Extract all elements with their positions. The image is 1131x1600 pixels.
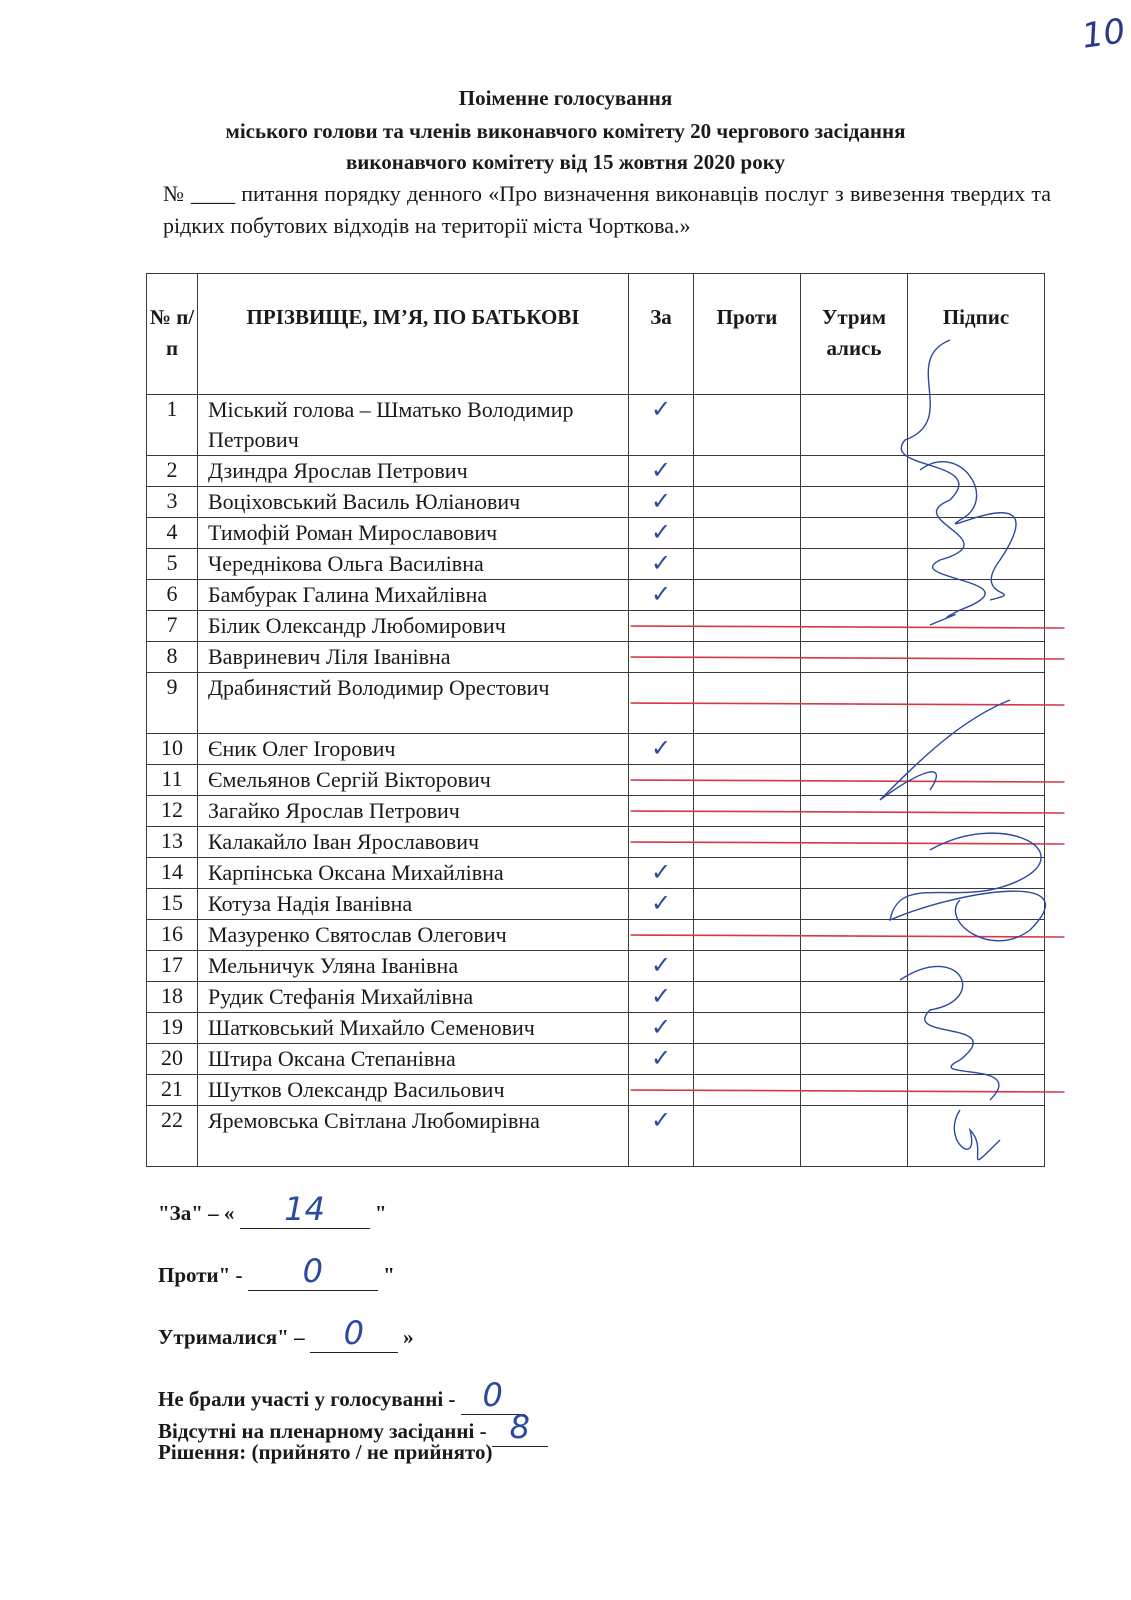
vote-for-cell (629, 858, 694, 889)
vote-for-cell (629, 456, 694, 487)
vote-for-cell (629, 1013, 694, 1044)
vote-abstained-cell (801, 734, 908, 765)
vote-abstained-cell (801, 765, 908, 796)
member-name: Воціховський Василь Юліанович (198, 487, 629, 518)
row-number: 9 (147, 673, 198, 734)
vote-abstained-cell (801, 951, 908, 982)
check-mark-icon: ✓ (650, 580, 672, 608)
vote-abstained-cell (801, 858, 908, 889)
vote-for-cell (629, 951, 694, 982)
member-name: Міський голова – Шматько Володимир Петрович (198, 395, 629, 456)
table-row (147, 858, 1045, 889)
signature-cell (908, 487, 1045, 518)
check-mark-icon: ✓ (650, 456, 672, 484)
check-mark-icon: ✓ (650, 734, 672, 762)
signature-cell (908, 456, 1045, 487)
table-row (147, 796, 1045, 827)
member-name: Череднікова Ольга Василівна (198, 549, 629, 580)
table-row (147, 518, 1045, 549)
table-row (147, 734, 1045, 765)
member-name: Мельничук Уляна Іванівна (198, 951, 629, 982)
row-number: 12 (147, 796, 198, 827)
vote-against-cell (694, 982, 801, 1013)
table-row (147, 765, 1045, 796)
absent-count: 8 (492, 1408, 548, 1447)
table-row (147, 920, 1045, 951)
signature-cell (908, 1044, 1045, 1075)
vote-for-cell (629, 734, 694, 765)
vote-abstained-cell (801, 889, 908, 920)
signature-cell (908, 951, 1045, 982)
vote-abstained-cell (801, 1075, 908, 1106)
member-name: Бамбурак Галина Михайлівна (198, 580, 629, 611)
vote-for-cell (629, 796, 694, 827)
table-header-row (147, 274, 1045, 395)
row-number: 6 (147, 580, 198, 611)
vote-against-cell (694, 858, 801, 889)
member-name: Мазуренко Святослав Олегович (198, 920, 629, 951)
row-number: 15 (147, 889, 198, 920)
vote-against-cell (694, 395, 801, 456)
row-number: 20 (147, 1044, 198, 1075)
header-full-name: ПРІЗВИЩЕ, ІМ’Я, ПО БАТЬКОВІ (198, 274, 629, 395)
member-name: Вавриневич Ліля Іванівна (198, 642, 629, 673)
row-number: 14 (147, 858, 198, 889)
vote-abstained-cell (801, 642, 908, 673)
vote-against-cell (694, 920, 801, 951)
member-name: Рудик Стефанія Михайлівна (198, 982, 629, 1013)
table-row (147, 395, 1045, 456)
check-mark-icon: ✓ (650, 395, 672, 423)
signature-cell (908, 673, 1045, 734)
signature-cell (908, 734, 1045, 765)
member-name: Калакайло Іван Ярославович (198, 827, 629, 858)
roll-call-table (146, 273, 1045, 1167)
row-number: 2 (147, 456, 198, 487)
row-number: 18 (147, 982, 198, 1013)
header-for: За (629, 274, 694, 395)
signature-cell (908, 1013, 1045, 1044)
vote-for-cell (629, 395, 694, 456)
member-name: Дзиндра Ярослав Петрович (198, 456, 629, 487)
vote-abstained-cell (801, 796, 908, 827)
vote-against-cell (694, 580, 801, 611)
row-number: 1 (147, 395, 198, 456)
member-name: Карпінська Оксана Михайлівна (198, 858, 629, 889)
check-mark-icon: ✓ (650, 858, 672, 886)
vote-against-cell (694, 487, 801, 518)
header-number: № п/п (147, 274, 198, 395)
vote-against-cell (694, 1106, 801, 1167)
vote-for-cell (629, 827, 694, 858)
vote-abstained-cell (801, 549, 908, 580)
vote-abstained-cell (801, 1044, 908, 1075)
vote-abstained-cell (801, 1106, 908, 1167)
table-row (147, 1044, 1045, 1075)
vote-against-cell (694, 642, 801, 673)
member-name: Котуза Надія Іванівна (198, 889, 629, 920)
member-name: Білик Олександр Любомирович (198, 611, 629, 642)
vote-for-cell (629, 889, 694, 920)
row-number: 3 (147, 487, 198, 518)
not-voted-count: 0 (461, 1376, 525, 1415)
table-row (147, 1075, 1045, 1106)
vote-abstained-cell (801, 580, 908, 611)
row-number: 19 (147, 1013, 198, 1044)
member-name: Ємельянов Сергій Вікторович (198, 765, 629, 796)
table-row (147, 951, 1045, 982)
vote-abstained-cell (801, 982, 908, 1013)
check-mark-icon: ✓ (650, 549, 672, 577)
vote-against-cell (694, 549, 801, 580)
signature-cell (908, 982, 1045, 1013)
vote-abstained-cell (801, 456, 908, 487)
vote-for-cell (629, 765, 694, 796)
member-name: Драбинястий Володимир Орестович (198, 673, 629, 734)
check-mark-icon: ✓ (650, 487, 672, 515)
row-number: 21 (147, 1075, 198, 1106)
check-mark-icon: ✓ (650, 518, 672, 546)
row-number: 16 (147, 920, 198, 951)
signature-cell (908, 827, 1045, 858)
vote-abstained-cell (801, 611, 908, 642)
signature-cell (908, 395, 1045, 456)
check-mark-icon: ✓ (650, 1013, 672, 1041)
vote-for-cell (629, 673, 694, 734)
vote-abstained-cell (801, 920, 908, 951)
vote-against-cell (694, 889, 801, 920)
abstained-count: 0 (310, 1314, 398, 1353)
table-row (147, 642, 1045, 673)
table-row (147, 549, 1045, 580)
table-row (147, 673, 1045, 734)
vote-for-cell (629, 487, 694, 518)
signature-cell (908, 611, 1045, 642)
member-name: Шутков Олександр Васильович (198, 1075, 629, 1106)
result-absent: Відсутні на пленарному засіданні - 8 (158, 1408, 548, 1447)
signature-cell (908, 858, 1045, 889)
signature-cell (908, 920, 1045, 951)
signature-cell (908, 889, 1045, 920)
row-number: 8 (147, 642, 198, 673)
vote-against-cell (694, 827, 801, 858)
vote-for-cell (629, 1075, 694, 1106)
result-not-voted: Не брали участі у голосуванні - 0 (158, 1376, 525, 1415)
vote-for-cell (629, 518, 694, 549)
header-against: Проти (694, 274, 801, 395)
signature-cell (908, 518, 1045, 549)
signature-cell (908, 1075, 1045, 1106)
member-name: Штира Оксана Степанівна (198, 1044, 629, 1075)
vote-against-cell (694, 765, 801, 796)
member-name: Яремовська Світлана Любомирівна (198, 1106, 629, 1167)
vote-against-cell (694, 1075, 801, 1106)
signature-cell (908, 549, 1045, 580)
table-row (147, 827, 1045, 858)
row-number: 13 (147, 827, 198, 858)
member-name: Тимофій Роман Мирославович (198, 518, 629, 549)
result-for: "За" – « 14 " (158, 1190, 387, 1228)
signature-cell (908, 642, 1045, 673)
table-row (147, 1106, 1045, 1167)
signature-cell (908, 796, 1045, 827)
vote-against-cell (694, 673, 801, 734)
vote-abstained-cell (801, 827, 908, 858)
table-row (147, 982, 1045, 1013)
vote-against-cell (694, 456, 801, 487)
vote-against-cell (694, 518, 801, 549)
vote-abstained-cell (801, 673, 908, 734)
vote-for-cell (629, 920, 694, 951)
vote-against-cell (694, 611, 801, 642)
vote-against-cell (694, 734, 801, 765)
vote-against-cell (694, 796, 801, 827)
table-row (147, 889, 1045, 920)
table-row (147, 580, 1045, 611)
table-body (147, 395, 1045, 1167)
row-number: 17 (147, 951, 198, 982)
against-count: 0 (248, 1252, 378, 1291)
row-number: 22 (147, 1106, 198, 1167)
member-name: Єник Олег Ігорович (198, 734, 629, 765)
vote-for-cell (629, 1106, 694, 1167)
row-number: 11 (147, 765, 198, 796)
result-abstained: Утрималися" – 0 » (158, 1314, 414, 1352)
vote-abstained-cell (801, 1013, 908, 1044)
member-name: Загайко Ярослав Петрович (198, 796, 629, 827)
vote-abstained-cell (801, 395, 908, 456)
result-decision: Рішення: (прийнято / не прийнято) (158, 1440, 493, 1464)
check-mark-icon: ✓ (650, 1044, 672, 1072)
document-title: Поіменне голосування (458, 86, 673, 110)
agenda-question: № ____ питання порядку денного «Про визначення виконавців послуг з вивезення твердих та рідких побутових відходів на території міста Чорткова.» (163, 181, 1051, 238)
signature-cell (908, 580, 1045, 611)
table-row (147, 487, 1045, 518)
check-mark-icon: ✓ (650, 982, 672, 1010)
row-number: 5 (147, 549, 198, 580)
vote-for-cell (629, 1044, 694, 1075)
row-number: 7 (147, 611, 198, 642)
vote-for-cell (629, 549, 694, 580)
page-number: 10 (1079, 11, 1128, 57)
result-against: Проти" - 0 " (158, 1252, 395, 1290)
vote-for-cell (629, 642, 694, 673)
table-row (147, 456, 1045, 487)
document-subtitle: міського голови та членів виконавчого комітету 20 чергового засідання (225, 119, 906, 143)
for-count: 14 (240, 1190, 370, 1229)
row-number: 10 (147, 734, 198, 765)
check-mark-icon: ✓ (650, 1106, 672, 1134)
check-mark-icon: ✓ (650, 951, 672, 979)
vote-against-cell (694, 951, 801, 982)
vote-against-cell (694, 1013, 801, 1044)
vote-against-cell (694, 1044, 801, 1075)
check-mark-icon: ✓ (650, 889, 672, 917)
signature-cell (908, 765, 1045, 796)
signature-cell (908, 1106, 1045, 1167)
vote-for-cell (629, 611, 694, 642)
vote-abstained-cell (801, 518, 908, 549)
table-row (147, 611, 1045, 642)
header-signature: Підпис (908, 274, 1045, 395)
vote-abstained-cell (801, 487, 908, 518)
document-date-line: виконавчого комітету від 15 жовтня 2020 року (345, 150, 786, 174)
vote-for-cell (629, 982, 694, 1013)
vote-for-cell (629, 580, 694, 611)
row-number: 4 (147, 518, 198, 549)
member-name: Шатковський Михайло Семенович (198, 1013, 629, 1044)
table-row (147, 1013, 1045, 1044)
header-abstained: Утрим ались (801, 274, 908, 395)
